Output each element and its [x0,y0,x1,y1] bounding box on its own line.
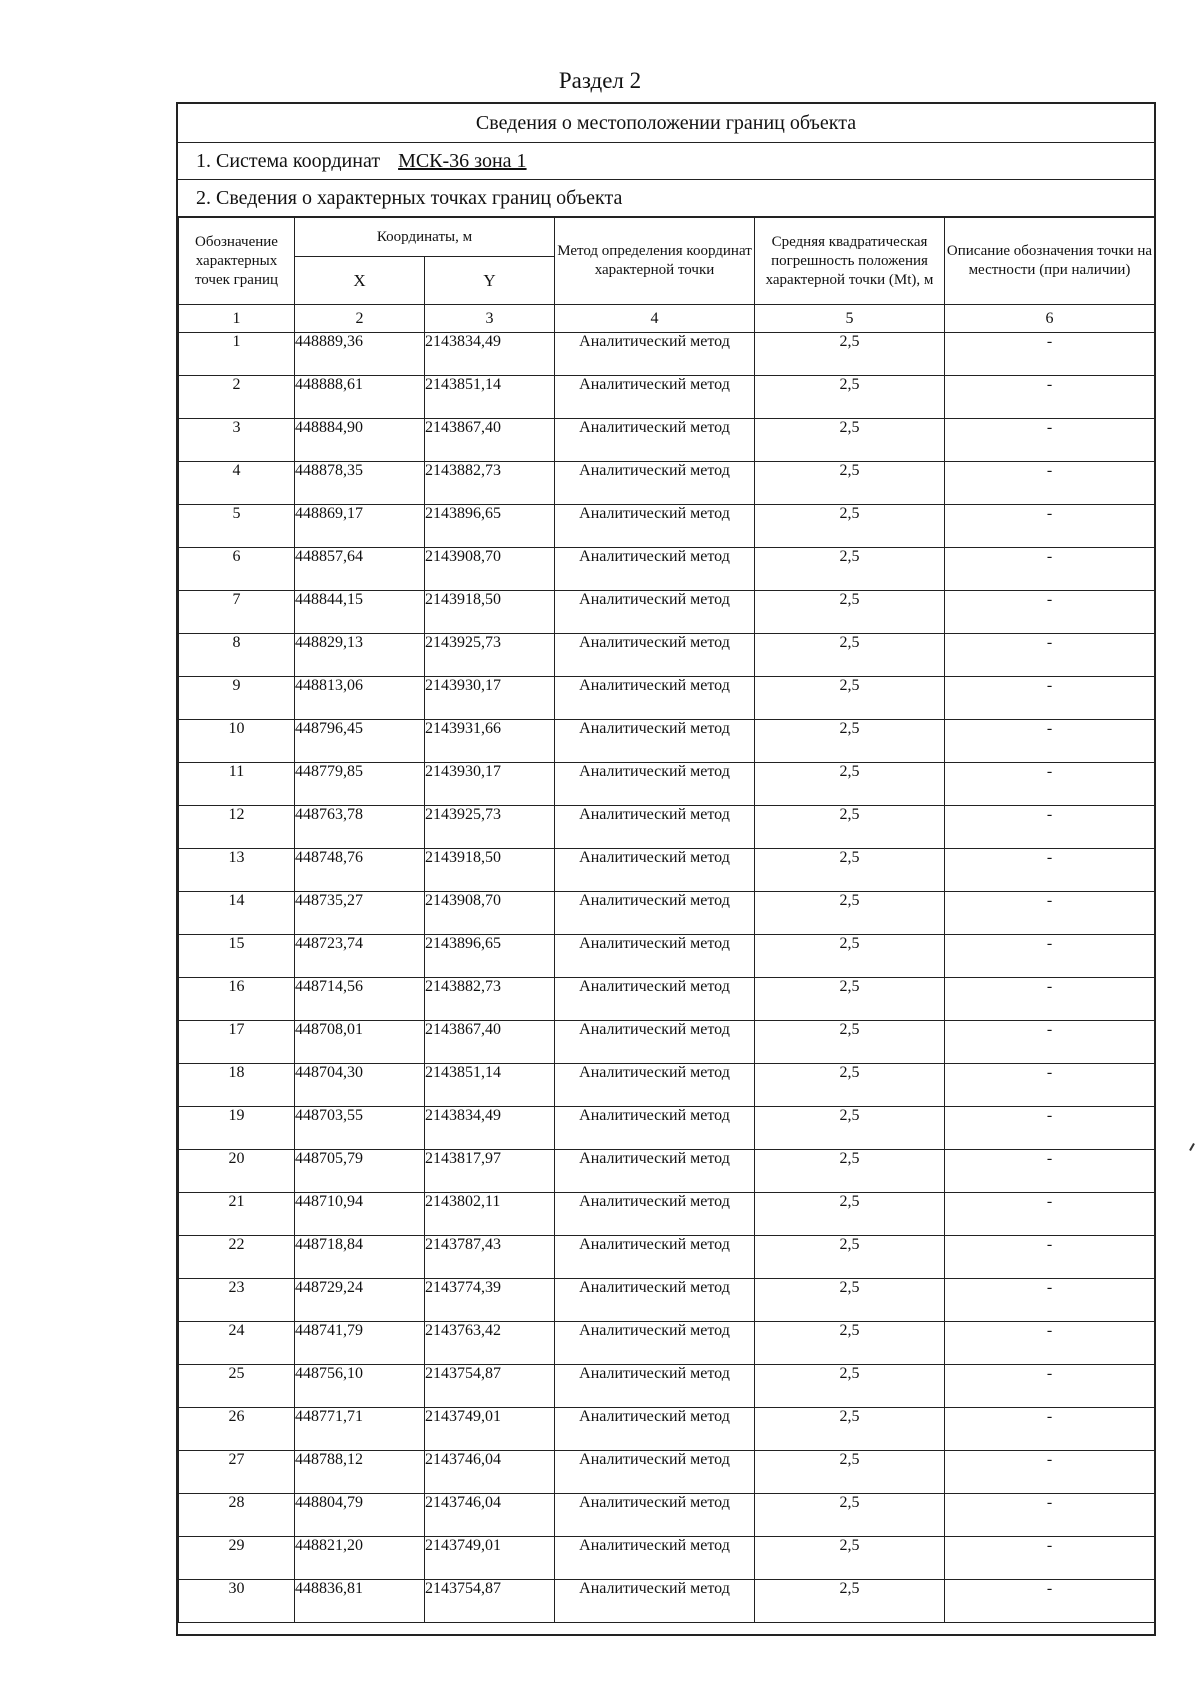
point-number: 5 [179,505,295,548]
coord-y: 2143754,87 [425,1580,555,1623]
point-number: 26 [179,1408,295,1451]
description: - [945,548,1155,591]
method: Аналитический метод [555,1580,755,1623]
coord-x: 448836,81 [295,1580,425,1623]
description: - [945,419,1155,462]
mean-error: 2,5 [755,1494,945,1537]
point-number: 9 [179,677,295,720]
coord-y: 2143882,73 [425,462,555,505]
method: Аналитический метод [555,505,755,548]
table-row [179,1408,1155,1451]
column-number: 6 [945,305,1155,333]
point-number: 3 [179,419,295,462]
point-number: 17 [179,1021,295,1064]
table-row [179,548,1155,591]
coord-y: 2143787,43 [425,1236,555,1279]
point-number: 1 [179,333,295,376]
point-number: 27 [179,1451,295,1494]
table-row [179,1494,1155,1537]
description: - [945,1580,1155,1623]
coord-x: 448857,64 [295,548,425,591]
mean-error: 2,5 [755,591,945,634]
coord-y: 2143918,50 [425,849,555,892]
method: Аналитический метод [555,677,755,720]
point-number: 30 [179,1580,295,1623]
coord-x: 448710,94 [295,1193,425,1236]
description: - [945,1193,1155,1236]
method: Аналитический метод [555,1537,755,1580]
coord-x: 448796,45 [295,720,425,763]
table-row [179,1322,1155,1365]
description: - [945,1150,1155,1193]
coord-y: 2143834,49 [425,333,555,376]
method: Аналитический метод [555,333,755,376]
coord-x: 448889,36 [295,333,425,376]
table-row [179,591,1155,634]
boundary-points-table [178,217,1155,1623]
mean-error: 2,5 [755,763,945,806]
description: - [945,1408,1155,1451]
point-number: 10 [179,720,295,763]
table-row [179,1021,1155,1064]
mean-error: 2,5 [755,419,945,462]
mean-error: 2,5 [755,1365,945,1408]
point-number: 18 [179,1064,295,1107]
coord-y: 2143930,17 [425,677,555,720]
mean-error: 2,5 [755,806,945,849]
coord-x: 448763,78 [295,806,425,849]
coord-x: 448723,74 [295,935,425,978]
mean-error: 2,5 [755,1322,945,1365]
method: Аналитический метод [555,548,755,591]
coord-y: 2143908,70 [425,892,555,935]
description: - [945,462,1155,505]
point-number: 25 [179,1365,295,1408]
coord-y: 2143802,11 [425,1193,555,1236]
description: - [945,1537,1155,1580]
coord-y: 2143896,65 [425,505,555,548]
description: - [945,849,1155,892]
coord-x: 448729,24 [295,1279,425,1322]
coord-y: 2143746,04 [425,1494,555,1537]
coord-y: 2143817,97 [425,1150,555,1193]
point-number: 16 [179,978,295,1021]
coord-y: 2143851,14 [425,1064,555,1107]
mean-error: 2,5 [755,376,945,419]
description: - [945,1021,1155,1064]
table-row [179,1537,1155,1580]
table-row [179,462,1155,505]
header-method: Метод определения координат характерной точки [555,218,755,305]
header-coordinates: Координаты, м [295,218,555,257]
description: - [945,935,1155,978]
boundary-info-block [176,102,1156,1636]
method: Аналитический метод [555,419,755,462]
mean-error: 2,5 [755,1107,945,1150]
point-number: 6 [179,548,295,591]
mean-error: 2,5 [755,1279,945,1322]
coord-x: 448703,55 [295,1107,425,1150]
coord-y: 2143763,42 [425,1322,555,1365]
method: Аналитический метод [555,1279,755,1322]
point-number: 12 [179,806,295,849]
coord-y: 2143925,73 [425,806,555,849]
table-row [179,806,1155,849]
coord-y: 2143896,65 [425,935,555,978]
description: - [945,591,1155,634]
description: - [945,376,1155,419]
coord-y: 2143867,40 [425,1021,555,1064]
mean-error: 2,5 [755,1580,945,1623]
header-x: X [295,257,425,305]
coord-x: 448735,27 [295,892,425,935]
point-number: 13 [179,849,295,892]
method: Аналитический метод [555,1021,755,1064]
coord-x: 448888,61 [295,376,425,419]
description: - [945,1107,1155,1150]
description: - [945,763,1155,806]
method: Аналитический метод [555,1451,755,1494]
table-row [179,892,1155,935]
method: Аналитический метод [555,1150,755,1193]
method: Аналитический метод [555,892,755,935]
point-number: 14 [179,892,295,935]
table-row [179,677,1155,720]
coord-x: 448869,17 [295,505,425,548]
point-number: 29 [179,1537,295,1580]
coord-x: 448821,20 [295,1537,425,1580]
method: Аналитический метод [555,591,755,634]
coord-x: 448878,35 [295,462,425,505]
point-number: 28 [179,1494,295,1537]
table-row [179,1236,1155,1279]
point-number: 21 [179,1193,295,1236]
point-number: 4 [179,462,295,505]
method: Аналитический метод [555,1236,755,1279]
column-number: 4 [555,305,755,333]
coord-y: 2143867,40 [425,419,555,462]
coord-x: 448741,79 [295,1322,425,1365]
description: - [945,978,1155,1021]
description: - [945,1451,1155,1494]
mean-error: 2,5 [755,978,945,1021]
header-y: Y [425,257,555,305]
description: - [945,1365,1155,1408]
coord-x: 448804,79 [295,1494,425,1537]
table-row [179,419,1155,462]
coord-y: 2143931,66 [425,720,555,763]
mean-error: 2,5 [755,720,945,763]
method: Аналитический метод [555,376,755,419]
coord-y: 2143851,14 [425,376,555,419]
table-row [179,935,1155,978]
coord-x: 448771,71 [295,1408,425,1451]
method: Аналитический метод [555,634,755,677]
coord-y: 2143925,73 [425,634,555,677]
table-row [179,505,1155,548]
coord-x: 448788,12 [295,1451,425,1494]
description: - [945,1279,1155,1322]
table-body [179,333,1155,1623]
mean-error: 2,5 [755,1537,945,1580]
method: Аналитический метод [555,935,755,978]
column-number: 2 [295,305,425,333]
method: Аналитический метод [555,462,755,505]
mean-error: 2,5 [755,462,945,505]
mean-error: 2,5 [755,849,945,892]
method: Аналитический метод [555,1064,755,1107]
header-point-designation: Обозначение характерных точек границ [179,218,295,305]
mean-error: 2,5 [755,505,945,548]
table-row [179,1279,1155,1322]
point-number: 24 [179,1322,295,1365]
coord-x: 448829,13 [295,634,425,677]
coord-x: 448708,01 [295,1021,425,1064]
coordinate-system-row [178,143,1154,180]
description: - [945,720,1155,763]
coord-x: 448756,10 [295,1365,425,1408]
coord-y: 2143930,17 [425,763,555,806]
coordinate-system-value: МСК-36 зона 1 [398,150,527,172]
column-number: 5 [755,305,945,333]
block-title: Сведения о местоположении границ объекта [178,104,1154,143]
mean-error: 2,5 [755,1451,945,1494]
coord-x: 448718,84 [295,1236,425,1279]
description: - [945,1322,1155,1365]
method: Аналитический метод [555,1408,755,1451]
table-row [179,1107,1155,1150]
table-row [179,978,1155,1021]
description: - [945,892,1155,935]
coord-x: 448779,85 [295,763,425,806]
table-row [179,1150,1155,1193]
table-row [179,1064,1155,1107]
method: Аналитический метод [555,978,755,1021]
description: - [945,333,1155,376]
method: Аналитический метод [555,763,755,806]
coord-x: 448714,56 [295,978,425,1021]
coord-y: 2143749,01 [425,1408,555,1451]
table-row [179,763,1155,806]
coord-x: 448705,79 [295,1150,425,1193]
coord-y: 2143774,39 [425,1279,555,1322]
point-number: 23 [179,1279,295,1322]
table-row [179,376,1155,419]
coord-y: 2143754,87 [425,1365,555,1408]
section-title: Раздел 2 [558,68,642,93]
coord-x: 448844,15 [295,591,425,634]
coord-y: 2143746,04 [425,1451,555,1494]
point-number: 8 [179,634,295,677]
point-number: 11 [179,763,295,806]
method: Аналитический метод [555,849,755,892]
table-row [179,720,1155,763]
mean-error: 2,5 [755,548,945,591]
coordinate-system-label: 1. Система координат [196,150,381,172]
mean-error: 2,5 [755,1150,945,1193]
column-numbers-row [179,305,1155,333]
method: Аналитический метод [555,1322,755,1365]
mean-error: 2,5 [755,634,945,677]
method: Аналитический метод [555,1193,755,1236]
mean-error: 2,5 [755,1021,945,1064]
point-number: 7 [179,591,295,634]
coord-x: 448884,90 [295,419,425,462]
column-number: 1 [179,305,295,333]
mean-error: 2,5 [755,1193,945,1236]
description: - [945,505,1155,548]
table-row [179,849,1155,892]
description: - [945,1494,1155,1537]
method: Аналитический метод [555,1107,755,1150]
table-row [179,333,1155,376]
point-number: 2 [179,376,295,419]
point-number: 15 [179,935,295,978]
point-number: 19 [179,1107,295,1150]
mean-error: 2,5 [755,1236,945,1279]
description: - [945,634,1155,677]
coord-y: 2143918,50 [425,591,555,634]
table-row [179,1580,1155,1623]
coord-x: 448704,30 [295,1064,425,1107]
coord-x: 448748,76 [295,849,425,892]
description: - [945,1064,1155,1107]
description: - [945,677,1155,720]
coord-y: 2143908,70 [425,548,555,591]
header-description: Описание обозначения точки на местности (при наличии) [945,218,1155,305]
method: Аналитический метод [555,806,755,849]
mean-error: 2,5 [755,1064,945,1107]
mean-error: 2,5 [755,333,945,376]
table-row [179,1193,1155,1236]
table-row [179,634,1155,677]
description: - [945,1236,1155,1279]
mean-error: 2,5 [755,892,945,935]
method: Аналитический метод [555,1365,755,1408]
coord-y: 2143834,49 [425,1107,555,1150]
table-row [179,1451,1155,1494]
point-number: 20 [179,1150,295,1193]
points-section-title: 2. Сведения о характерных точках границ объекта [178,180,1154,217]
coord-y: 2143749,01 [425,1537,555,1580]
method: Аналитический метод [555,720,755,763]
mean-error: 2,5 [755,935,945,978]
table-row [179,1365,1155,1408]
coord-x: 448813,06 [295,677,425,720]
stray-pen-mark [1189,1143,1195,1151]
header-error: Средняя квадратическая погрешность положения характерной точки (Mt), м [755,218,945,305]
column-number: 3 [425,305,555,333]
mean-error: 2,5 [755,1408,945,1451]
coord-y: 2143882,73 [425,978,555,1021]
mean-error: 2,5 [755,677,945,720]
description: - [945,806,1155,849]
method: Аналитический метод [555,1494,755,1537]
point-number: 22 [179,1236,295,1279]
